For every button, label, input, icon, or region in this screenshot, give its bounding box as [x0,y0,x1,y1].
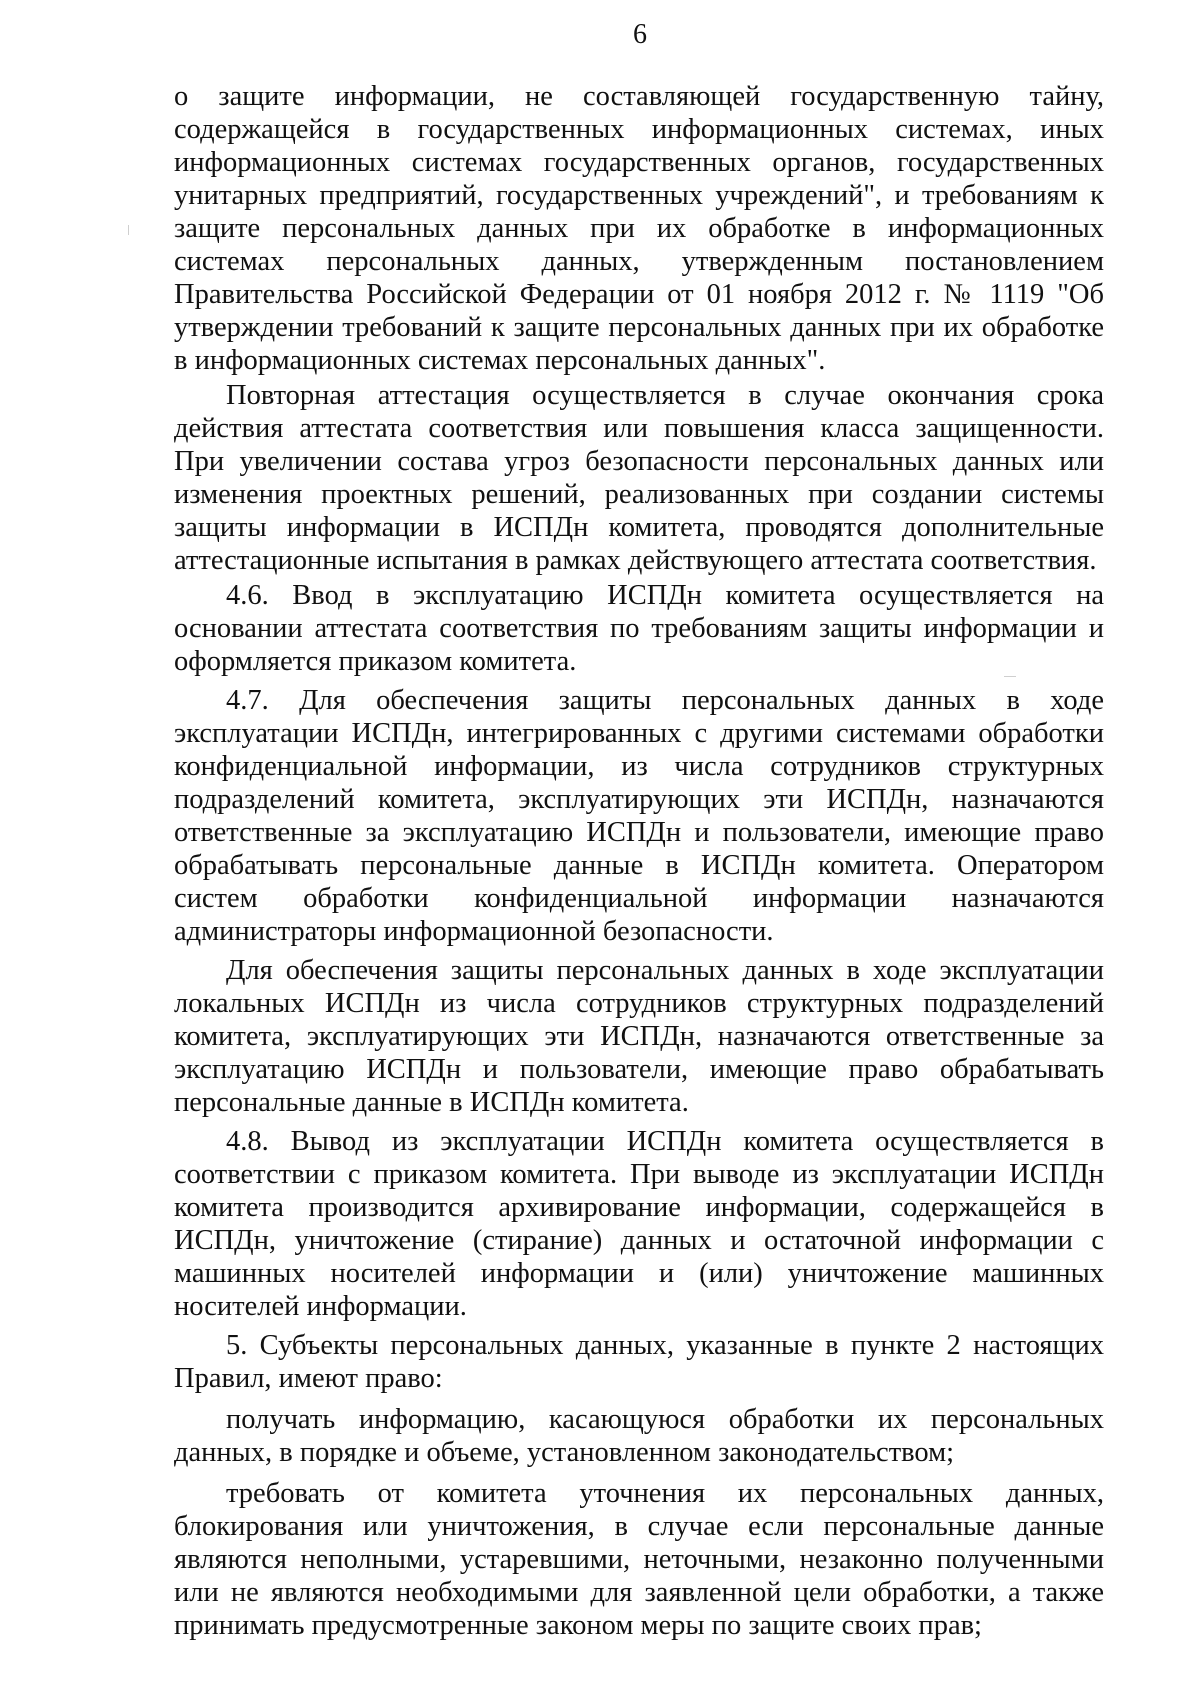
paragraph-continuation: о защите информации, не составляющей государственную тайну, содержащейся в государственных информационных системах, иных информационных системах государственных органов, государственных унитарных предприятий, государственных учреждений", и требованиям к защите персональных данных при их обработке в информационных системах персональных данных, утвержденным постановлением Правительства Российской Федерации от 01 ноября 2012 г. № 1119 "Об утверждении требований к защите персональных данных при их обработке в информационных системах персональных данных". [174,81,1104,376]
paragraph-right-clarification: требовать от комитета уточнения их персональных данных, блокирования или уничтожения, в случае если персональные данные являются неполными, устаревшими, неточными, незаконно полученными или не являются необходимыми для заявленной цели обработки, а также принимать предусмотренные законом меры по защите своих прав; [174,1478,1104,1641]
paragraph-right-information: получать информацию, касающуюся обработки их персональных данных, в порядке и объеме, установленном законодательством; [174,1404,1104,1468]
scan-artifact-right [1004,676,1016,677]
scan-artifact-left [128,225,129,235]
paragraph-5: 5. Субъекты персональных данных, указанные в пункте 2 настоящих Правил, имеют право: [174,1330,1104,1394]
paragraph-reattestation: Повторная аттестация осуществляется в случае окончания срока действия аттестата соответствия или повышения класса защищенности. При увеличении состава угроз безопасности персональных данных или изменения проектных решений, реализованных при создании системы защиты информации в ИСПДн комитета, проводятся дополнительные аттестационные испытания в рамках действующего аттестата соответствия. [174,380,1104,576]
page-number: 6 [633,19,647,50]
paragraph-4-7: 4.7. Для обеспечения защиты персональных данных в ходе эксплуатации ИСПДн, интегрированных с другими системами обработки конфиденциальной информации, из числа сотрудников структурных подразделений комитета, эксплуатирующих эти ИСПДн, назначаются ответственные за эксплуатацию ИСПДн и пользователи, имеющие право обрабатывать персональные данные в ИСПДн комитета. Оператором систем обработки конфиденциальной информации назначаются администраторы информационной безопасности. [174,685,1104,947]
paragraph-local-ispdn: Для обеспечения защиты персональных данных в ходе эксплуатации локальных ИСПДн из числа сотрудников структурных подразделений комитета, эксплуатирующих эти ИСПДн, назначаются ответственные за эксплуатацию ИСПДн и пользователи, имеющие право обрабатывать персональные данные в ИСПДн комитета. [174,955,1104,1118]
paragraph-4-6: 4.6. Ввод в эксплуатацию ИСПДн комитета осуществляется на основании аттестата соответствия по требованиям защиты информации и оформляется приказом комитета. [174,580,1104,677]
document-body [174,80,1104,1642]
paragraph-4-8: 4.8. Вывод из эксплуатации ИСПДн комитета осуществляется в соответствии с приказом комитета. При выводе из эксплуатации ИСПДн комитета производится архивирование информации, содержащейся в ИСПДн, уничтожение (стирание) данных и остаточной информации с машинных носителей информации и (или) уничтожение машинных носителей информации. [174,1126,1104,1322]
